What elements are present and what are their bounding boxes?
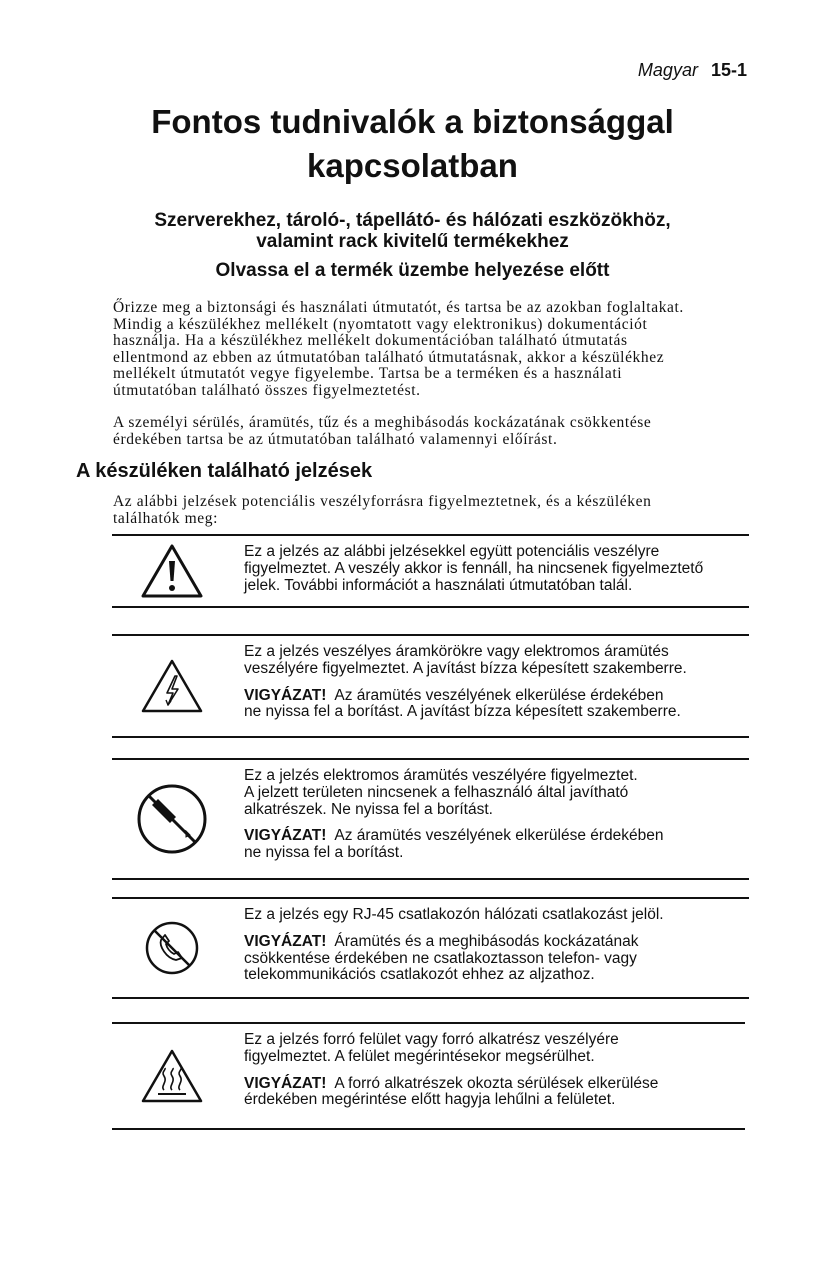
no-telephone-icon [112, 899, 232, 997]
text-line: ne nyissa fel a borítást. A javítást bízza képesített szakemberre. [244, 703, 681, 721]
symbol-row-no-telephone [112, 897, 749, 999]
warning-label: VIGYÁZAT! [244, 686, 327, 704]
section-intro [113, 494, 738, 527]
text-line: Az alábbi jelzések potenciális veszélyforrásra figyelmeztetnek, és a készüléken [113, 493, 652, 510]
symbol-description [244, 1032, 741, 1109]
text-line: Mindig a készülékhez mellékelt (nyomtatott vagy elektronikus) dokumentációt [113, 315, 648, 333]
text-line: Őrizze meg a biztonsági és használati útmutatót, és tartsa be az azokban foglaltakat. [113, 299, 684, 316]
text-line: veszélyére figyelmeztet. A javítást bízza képesített szakemberre. [244, 659, 687, 677]
text-line: figyelmeztet. A felület megérintésekor megsérülhet. [244, 1047, 595, 1065]
text-line: Ez a jelzés elektromos áramütés veszélyére figyelmeztet. [244, 767, 638, 784]
text-line: használja. Ha a készülékhez mellékelt dokumentációban található útmutatás [113, 332, 628, 349]
warning-label: VIGYÁZAT! [244, 1074, 327, 1092]
symbol-row-warning [112, 534, 749, 608]
warning-note [244, 828, 745, 845]
text-line: A jelzett területen nincsenek a felhasználó által javítható [244, 783, 629, 801]
electric-shock-icon [112, 636, 232, 736]
page-title [0, 100, 825, 188]
warning-note [244, 934, 745, 951]
intro-paragraph-1 [113, 300, 738, 399]
text-line: figyelmeztet. A veszély akkor is fennáll, ha nincsenek figyelmeztető [244, 559, 704, 577]
warning-note [244, 688, 745, 705]
text-line: útmutatóban található összes figyelmeztetést. [113, 381, 421, 399]
text-line: ellentmond az ebben az útmutatóban található útmutatásnak, akkor a készülékhez [113, 348, 665, 366]
text-line: érdekében tartsa be az útmutatóban található valamennyi előírást. [113, 430, 558, 448]
text-line: mellékelt útmutatót vegye figyelembe. Tartsa be a terméken és a használati [113, 365, 623, 382]
header-page-number: 15-1 [710, 60, 747, 80]
text-line: ne nyissa fel a borítást. [244, 844, 404, 862]
symbol-description [244, 544, 745, 594]
section-heading: A készüléken található jelzések [76, 460, 373, 482]
text-line: telekommunikációs csatlakozót ehhez az aljzathoz. [244, 966, 595, 984]
text-line: Ez a jelzés forró felület vagy forró alkatrész veszélyére [244, 1031, 619, 1048]
warning-triangle-icon [112, 536, 232, 606]
header-language: Magyar [637, 60, 698, 80]
text-line: jelek. További információt a használati útmutatóban talál. [244, 576, 633, 594]
text-line: Ez a jelzés az alábbi jelzésekkel együtt potenciális veszélyre [244, 543, 660, 560]
text-line: alkatrészek. Ne nyissa fel a borítást. [244, 800, 493, 818]
page-title-line-2: kapcsolatban [307, 147, 518, 184]
read-before-install-heading: Olvassa el a termék üzembe helyezése előtt [215, 260, 610, 281]
symbol-row-hot-surface [112, 1022, 745, 1130]
symbol-row-electric-shock [112, 634, 749, 738]
text-line: Ez a jelzés egy RJ-45 csatlakozón hálózati csatlakozást jelöl. [244, 906, 664, 923]
text-line: A személyi sérülés, áramütés, tűz és a meghibásodás kockázatának csökkentése [113, 414, 652, 431]
symbol-description [244, 768, 745, 862]
page-subtitle [0, 210, 825, 252]
hot-surface-icon [112, 1024, 232, 1128]
text-line: érdekében megérintése előtt hagyja lehűlni a felületet. [244, 1091, 616, 1109]
symbol-description [244, 907, 745, 984]
warning-label: VIGYÁZAT! [244, 827, 327, 845]
symbol-description [244, 644, 745, 721]
warning-label: VIGYÁZAT! [244, 932, 327, 950]
text-line: Az áramütés veszélyének elkerülése érdekében [334, 827, 664, 845]
page-subtitle-line-2: valamint rack kivitelű termékekhez [256, 231, 569, 252]
page-title-line-1: Fontos tudnivalók a biztonsággal [151, 103, 674, 140]
text-line: Áramütés és a meghibásodás kockázatának [334, 932, 639, 950]
text-line: Ez a jelzés veszélyes áramkörökre vagy elektromos áramütés [244, 643, 669, 660]
text-line: találhatók meg: [113, 509, 218, 527]
no-service-icon [112, 760, 232, 878]
intro-paragraph-2 [113, 415, 738, 448]
symbol-row-no-service [112, 758, 749, 880]
warning-note [244, 1076, 741, 1093]
text-line: Az áramütés veszélyének elkerülése érdekében [334, 686, 664, 704]
page-subtitle-line-1: Szerverekhez, tároló-, tápellátó- és hálózati eszközökhöz, [154, 210, 671, 231]
text-line: csökkentése érdekében ne csatlakoztasson telefon- vagy [244, 949, 637, 967]
text-line: A forró alkatrészek okozta sérülések elkerülése [334, 1074, 659, 1092]
page-header [638, 60, 747, 81]
